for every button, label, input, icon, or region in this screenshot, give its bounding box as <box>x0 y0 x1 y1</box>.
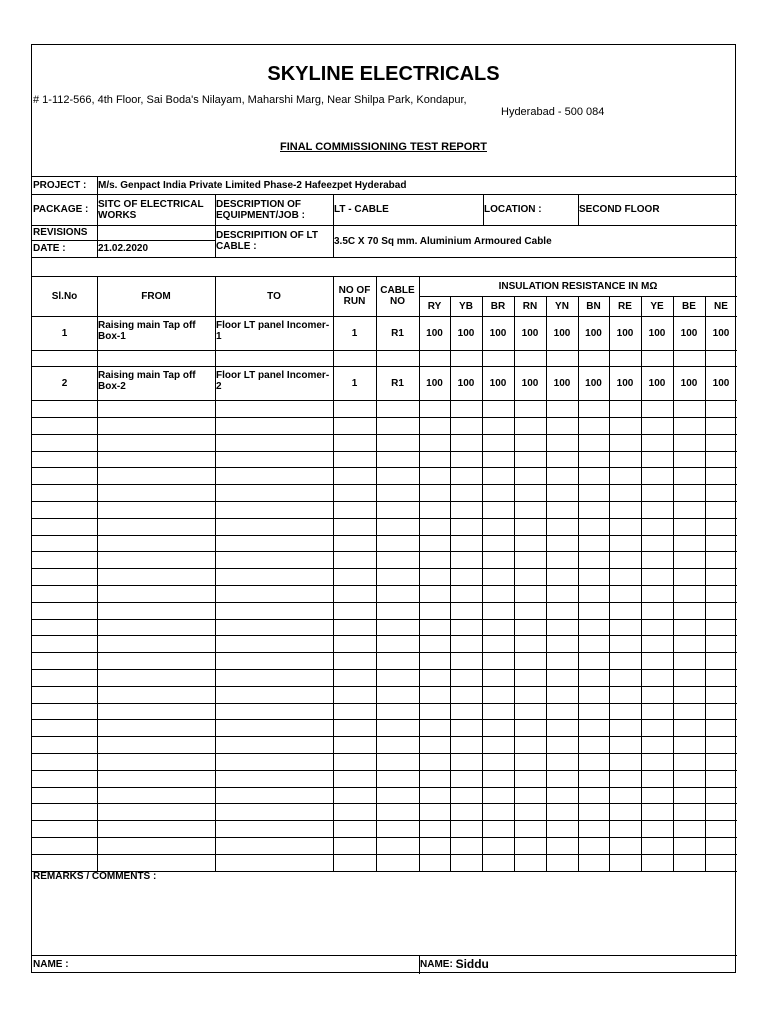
name-right-label: NAME: <box>420 958 453 970</box>
test-report-sheet <box>31 44 736 973</box>
header-slno: Sl.No <box>51 290 78 302</box>
grid-line-h <box>32 753 737 754</box>
header-ir-re: RE <box>618 300 632 312</box>
grid-line-h <box>32 535 737 536</box>
grid-line-h <box>32 568 737 569</box>
grid-line-h <box>32 854 737 855</box>
date-value: 21.02.2020 <box>98 243 149 254</box>
row-ir-value: 100 <box>616 377 634 389</box>
row-ir-value: 100 <box>426 377 443 389</box>
grid-line-h <box>32 837 737 838</box>
row-ir-value: 100 <box>489 327 507 339</box>
grid-line-h <box>32 703 737 704</box>
header-to: TO <box>267 290 281 302</box>
row-slno: 1 <box>61 327 68 339</box>
row-ir-value: 100 <box>457 377 475 389</box>
header-from: FROM <box>141 290 171 302</box>
grid-line-v <box>578 194 579 225</box>
address-line-2: Hyderabad - 500 084 <box>501 106 605 118</box>
row-ir-value: 100 <box>521 377 539 389</box>
grid-line-h <box>32 955 737 956</box>
row-no-of-run: 1 <box>351 377 358 389</box>
row-ir-value: 100 <box>616 327 634 339</box>
grid-line-h <box>32 400 737 401</box>
name-right <box>419 955 737 973</box>
date-label: DATE : <box>33 243 66 254</box>
grid-line-h <box>32 194 737 195</box>
row-ir-value: 100 <box>521 327 539 339</box>
row-ir-value: 100 <box>648 327 666 339</box>
grid-line-v <box>419 955 420 974</box>
description-equipment-value: LT - CABLE <box>334 204 389 215</box>
description-cable-label: DESCRIPITION OF LT CABLE : <box>216 230 319 252</box>
grid-line-h <box>32 602 737 603</box>
grid-line-h <box>32 501 737 502</box>
header-ir-rn: RN <box>522 300 538 312</box>
grid-line-h <box>32 719 737 720</box>
grid-line-h <box>32 225 737 226</box>
row-ir-value: 100 <box>489 377 507 389</box>
header-ir-ye: YE <box>650 300 664 312</box>
row-ir-value: 100 <box>426 327 443 339</box>
header-ir-be: BE <box>682 300 696 312</box>
name-right-value: Siddu <box>455 956 489 971</box>
header-no-of-run: NO OF RUN <box>338 285 371 307</box>
grid-line-h <box>32 820 737 821</box>
header-ir-ry: RY <box>427 300 442 312</box>
table-row <box>32 366 737 400</box>
grid-line-h <box>32 518 737 519</box>
row-ir-value: 100 <box>648 377 666 389</box>
grid-line-h <box>32 686 737 687</box>
row-ir-value: 100 <box>585 377 602 389</box>
row-ir-value: 100 <box>553 377 571 389</box>
header-ir-bn: BN <box>586 300 601 312</box>
header-insulation-resistance: INSULATION RESISTANCE IN MΩ <box>498 280 658 292</box>
package-value: SITC OF ELECTRICAL WORKS <box>98 198 204 221</box>
remarks-label: REMARKS / COMMENTS : <box>33 871 157 882</box>
location-value: SECOND FLOOR <box>579 204 660 215</box>
header-ir-yb: YB <box>459 300 473 312</box>
grid-line-h <box>32 787 737 788</box>
grid-line-h <box>32 240 215 241</box>
row-from: Raising main Tap off Box-2 <box>98 370 196 392</box>
grid-line-h <box>32 417 737 418</box>
row-cable-no: R1 <box>391 327 404 339</box>
header-cable-no: CABLE NO <box>380 285 415 307</box>
grid-line-h <box>32 276 737 277</box>
grid-line-h <box>32 619 737 620</box>
grid-line-h <box>32 257 737 258</box>
grid-line-h <box>32 176 737 177</box>
description-cable-value: 3.5C X 70 Sq mm. Aluminium Armoured Cable <box>334 235 552 247</box>
description-equipment-label: DESCRIPTION OF EQUIPMENT/JOB : <box>216 198 305 221</box>
name-left-label: NAME : <box>33 958 69 970</box>
row-ir-value: 100 <box>585 327 602 339</box>
row-ir-value: 100 <box>680 377 698 389</box>
grid-line-h <box>32 871 737 872</box>
row-no-of-run: 1 <box>351 327 358 339</box>
revisions-label: REVISIONS <box>33 227 88 238</box>
grid-line-h <box>32 803 737 804</box>
grid-line-h <box>32 451 737 452</box>
grid-line-h <box>32 770 737 771</box>
project-value: M/s. Genpact India Private Limited Phase-2 Hafeezpet Hyderabad <box>98 179 407 191</box>
grid-line-v <box>215 194 216 257</box>
address-line-1: # 1-112-566, 4th Floor, Sai Boda's Nilayam, Maharshi Marg, Near Shilpa Park, Kondapur, <box>33 94 467 106</box>
grid-line-v <box>333 194 334 257</box>
grid-line-h <box>32 669 737 670</box>
header-ir-br: BR <box>490 300 506 312</box>
row-ir-value: 100 <box>712 327 730 339</box>
row-ir-value: 100 <box>553 327 571 339</box>
header-ir-yn: YN <box>555 300 569 312</box>
grid-line-h <box>32 635 737 636</box>
package-label: PACKAGE : <box>33 204 89 215</box>
row-ir-value: 100 <box>680 327 698 339</box>
grid-line-h <box>32 484 737 485</box>
grid-line-v <box>97 176 98 257</box>
location-label: LOCATION : <box>484 204 542 215</box>
project-label: PROJECT : <box>33 179 87 191</box>
grid-line-h <box>32 585 737 586</box>
row-cable-no: R1 <box>391 377 404 389</box>
row-ir-value: 100 <box>457 327 475 339</box>
row-to: Floor LT panel Incomer-1 <box>216 320 330 342</box>
grid-line-v <box>483 194 484 225</box>
row-slno: 2 <box>61 377 68 389</box>
grid-line-h <box>32 467 737 468</box>
grid-line-h <box>32 736 737 737</box>
grid-line-h <box>32 652 737 653</box>
company-name: SKYLINE ELECTRICALS <box>267 63 500 85</box>
table-row <box>32 316 737 350</box>
grid-line-h <box>32 434 737 435</box>
report-title: FINAL COMMISSIONING TEST REPORT <box>280 141 487 153</box>
row-from: Raising main Tap off Box-1 <box>98 320 196 342</box>
grid-line-h <box>32 551 737 552</box>
row-to: Floor LT panel Incomer-2 <box>216 370 330 392</box>
grid-line-h <box>32 350 737 351</box>
header-ir-ne: NE <box>714 300 728 312</box>
row-ir-value: 100 <box>712 377 730 389</box>
